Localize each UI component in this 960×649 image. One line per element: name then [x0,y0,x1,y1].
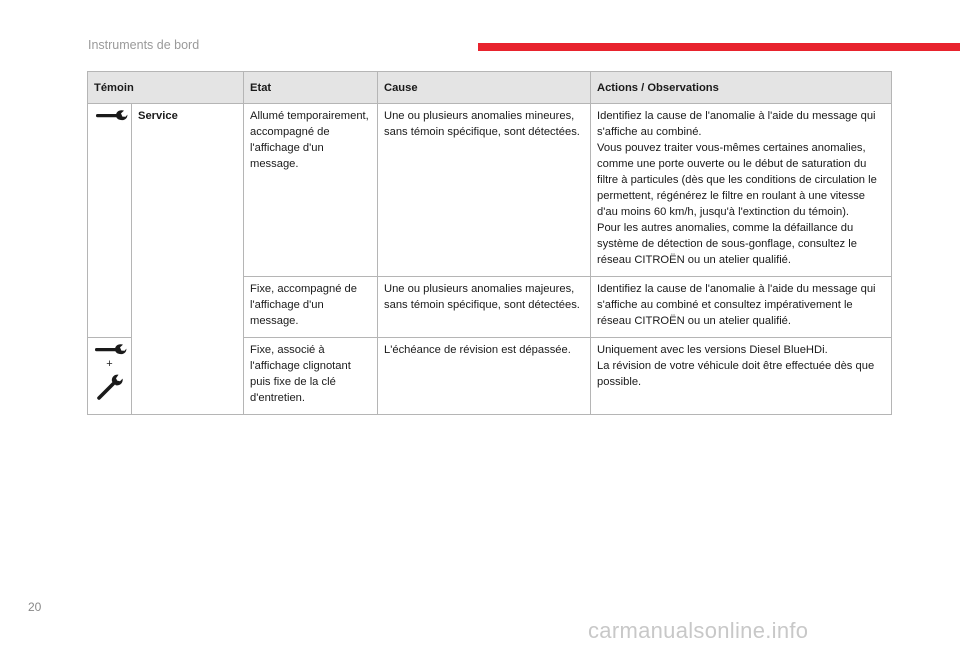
table-header-row [88,72,892,104]
wrench-icon [93,342,127,356]
wrench-icon [94,108,128,122]
row-1-etat: Allumé temporairement, accompagné de l'affichage d'un message. [244,104,378,277]
row-2-etat: Fixe, accompagné de l'affichage d'un message. [244,277,378,338]
action-line: Vous pouvez traiter vous-mêmes certaines anomalies, comme une porte ouverte ou le début de saturation du filtre à particules (dès que les conditions de circulation le permettent, régénérez le filtre en roulant à une vitesse d'au moins 60 km/h, jusqu'à l'extinction du témoin). [597,142,877,218]
icon-cell [88,104,132,338]
row-2-cause: Une ou plusieurs anomalies majeures, sans témoin spécifique, sont détectées. [378,277,591,338]
action-line: La révision de votre véhicule doit être effectuée dès que possible. [597,360,875,388]
icon-cell [88,338,132,415]
action-line: Pour les autres anomalies, comme la défaillance du système de détection de sous-gonflage, consultez le réseau CITROËN ou un atelier qualifié. [597,222,857,266]
row-3-cause: L'échéance de révision est dépassée. [378,338,591,415]
warning-lights-table [87,71,892,415]
maintenance-key-icon [95,372,125,402]
table-row [88,104,892,277]
section-title: Instruments de bord [88,38,200,52]
header-actions: Actions / Observations [591,72,892,104]
header-etat: Etat [244,72,378,104]
row-3-etat: Fixe, associé à l'affichage clignotant puis fixe de la clé d'entretien. [244,338,378,415]
header-cause: Cause [378,72,591,104]
row-1-actions [591,104,892,277]
section-accent-bar [478,43,960,51]
action-line: Identifiez la cause de l'anomalie à l'aide du message qui s'affiche au combiné. [597,110,876,138]
row-3-actions [591,338,892,415]
page-number: 20 [28,600,42,614]
service-label: Service [132,104,244,415]
action-line: Uniquement avec les versions Diesel BlueHDi. [597,344,828,356]
watermark: carmanualsonline.info [588,618,809,643]
header-temoin: Témoin [88,72,244,104]
action-line: Identifiez la cause de l'anomalie à l'aide du message qui s'affiche au combiné et consultez impérativement le réseau CITROËN ou un atelier qualifié. [597,283,876,327]
row-2-actions [591,277,892,338]
plus-sign: + [106,358,113,370]
row-1-cause: Une ou plusieurs anomalies mineures, sans témoin spécifique, sont détectées. [378,104,591,277]
